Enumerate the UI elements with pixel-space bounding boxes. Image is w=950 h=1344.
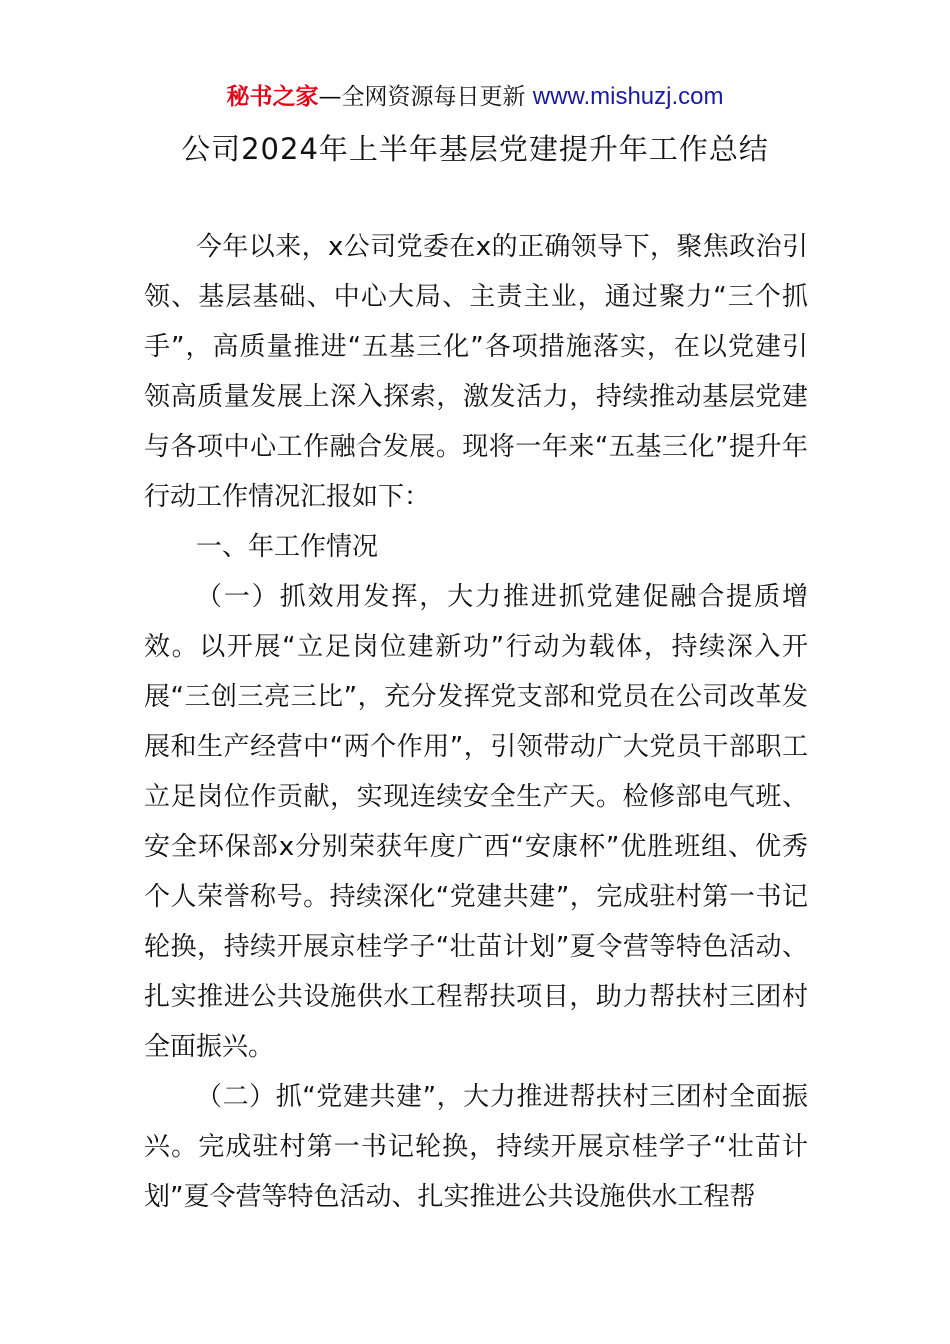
paragraph-intro: 今年以来，x公司党委在x的正确领导下，聚焦政治引领、基层基础、中心大局、主责主业，通过聚力“三个抓手”，高质量推进“五基三化”各项措施落实，在以党建引领高质量发展上深入探索，激发活力，持续推动基层党建与各项中心工作融合发展。现将一年来“五基三化”提升年行动工作情况汇报如下： [144,232,808,512]
watermark-url[interactable]: www.mishuzj.com [532,83,724,110]
watermark-tagline: —全网资源每日更新 [318,84,533,110]
document-title: 公司2024年上半年基层党建提升年工作总结 [181,132,769,166]
paragraph-item-2: （二）抓“党建共建”，大力推进帮扶村三团村全面振兴。完成驻村第一书记轮换，持续开展京桂学子“壮苗计划”夏令营等特色活动、扎实推进公共设施供水工程帮 [144,1082,808,1212]
paragraph-item-1: （一）抓效用发挥，大力推进抓党建促融合提质增效。以开展“立足岗位建新功”行动为载体，持续深入开展“三创三亮三比”，充分发挥党支部和党员在公司改革发展和生产经营中“两个作用”，引领带动广大党员干部职工立足岗位作贡献，实现连续安全生产天。检修部电气班、安全环保部x分别荣获年度广西“安康杯”优胜班组、优秀个人荣誉称号。持续深化“党建共建”，完成驻村第一书记轮换，持续开展京桂学子“壮苗计划”夏令营等特色活动、扎实推进公共设施供水工程帮扶项目，助力帮扶村三团村全面振兴。 [144,582,808,1062]
document-body [144,222,808,1222]
watermark-brand: 秘书之家 [226,84,319,110]
section-heading: 一、年工作情况 [196,532,379,562]
watermark-header [0,82,950,112]
